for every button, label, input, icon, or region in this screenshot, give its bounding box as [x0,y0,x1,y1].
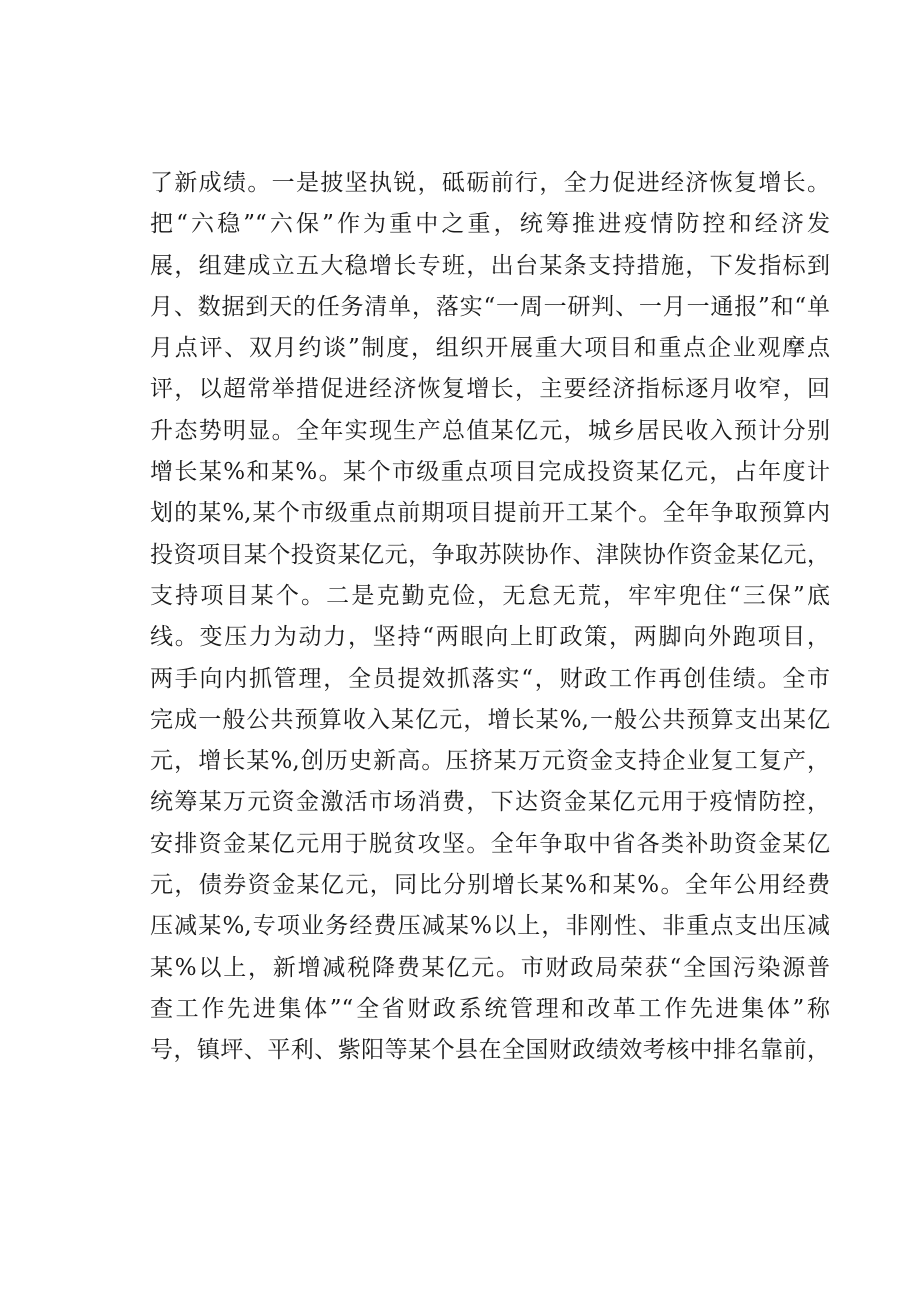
text-line: 安排资金某亿元用于脱贫攻坚。全年争取中省各类补助资金某亿 [150,830,830,857]
text-line: 月、数据到天的任务清单，落实“一周一研判、一月一通报”和“单 [150,293,830,320]
text-line: 号，镇坪、平利、紫阳等某个县在全国财政绩效考核中排名靠前， [150,1037,830,1064]
text-line: 展，组建成立五大稳增长专班，出台某条支持措施，下发指标到 [150,252,830,279]
text-line: 评，以超常举措促进经济恢复增长，主要经济指标逐月收窄，回 [150,376,830,403]
text-line: 统筹某万元资金激活市场消费，下达资金某亿元用于疫情防控， [150,789,830,816]
body-paragraph [150,163,830,1072]
text-line: 月点评、双月约谈”制度，组织开展重大项目和重点企业观摩点 [150,335,830,362]
text-line: 升态势明显。全年实现生产总值某亿元，城乡居民收入预计分别 [150,417,830,444]
text-line: 了新成绩。一是披坚执锐，砥砺前行，全力促进经济恢复增长。 [150,170,830,196]
text-line: 压减某%,专项业务经费压减某%以上，非刚性、非重点支出压减 [150,913,830,940]
text-line: 把“六稳”“六保”作为重中之重，统筹推进疫情防控和经济发 [150,211,830,238]
text-line: 投资项目某个投资某亿元，争取苏陕协作、津陕协作资金某亿元， [150,541,830,568]
text-line: 划的某%,某个市级重点前期项目提前开工某个。全年争取预算内 [150,500,830,527]
text-line: 查工作先进集体”“全省财政系统管理和改革工作先进集体”称 [150,995,830,1022]
text-line: 线。变压力为动力，坚持“两眼向上盯政策，两脚向外跑项目， [150,624,830,651]
text-line: 元，增长某%,创历史新高。压挤某万元资金支持企业复工复产， [150,748,830,775]
text-line: 元，债券资金某亿元，同比分别增长某%和某%。全年公用经费 [150,872,830,899]
text-line: 完成一般公共预算收入某亿元，增长某%,一般公共预算支出某亿 [150,706,830,733]
text-line: 两手向内抓管理，全员提效抓落实“，财政工作再创佳绩。全市 [150,665,830,692]
text-line: 某%以上，新增减税降费某亿元。市财政局荣获“全国污染源普 [150,954,830,981]
text-line: 支持项目某个。二是克勤克俭，无怠无荒，牢牢兜住“三保”底 [150,582,830,609]
text-line: 增长某%和某%。某个市级重点项目完成投资某亿元，占年度计 [150,459,830,486]
